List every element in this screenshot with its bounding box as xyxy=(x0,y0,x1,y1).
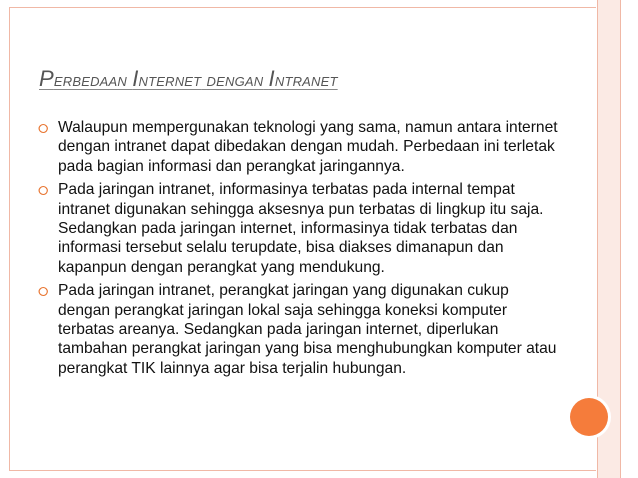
bullet-text: Pada jaringan intranet, informasinya terbatas pada internal tempat intranet digunakan sehingga aksesnya pun terbatas di lingkup itu saja. Sedangkan pada jaringan internet, informasinya tidak terbatas dan informasi tersebut selalu terupdate, bisa diakses dimanapun dan kapanpun dengan perangkat yang mendukung. xyxy=(58,181,544,276)
hollow-circle-icon: ⭘ xyxy=(38,284,49,300)
title-word: erbedaan xyxy=(53,70,127,90)
bullet-text: Walaupun mempergunakan teknologi yang sama, namun antara internet dengan intranet dapat dibedakan dengan mudah. Perbedaan ini terletak pada bagian informasi dan perangkat jaringannya. xyxy=(58,119,558,175)
title-initial: P xyxy=(39,66,54,91)
hollow-circle-icon: ⭘ xyxy=(38,121,49,136)
frame-left-line xyxy=(9,7,10,471)
bullet-item xyxy=(38,118,558,176)
frame-bottom-line xyxy=(9,470,596,471)
decorative-orange-circle xyxy=(570,398,608,436)
bullet-item xyxy=(38,180,558,277)
hollow-circle-icon: ⭘ xyxy=(38,183,49,199)
title-initial: I xyxy=(132,66,139,91)
bullet-text: Pada jaringan intranet, perangkat jaringan yang digunakan cukup dengan perangkat jaringan lokal saja sehingga koneksi komputer terbatas areanya. Sedangkan pada jaringan internet, diperlukan tambahan perangkat jaringan yang bisa menghubungkan komputer atau perangkat TIK lainnya agar bisa terjalin hubungan. xyxy=(58,282,557,377)
bullet-item xyxy=(38,281,558,378)
frame-top-line xyxy=(9,7,596,8)
title-word: ntranet xyxy=(274,70,338,90)
title-initial: I xyxy=(268,66,275,91)
title-word: nternet xyxy=(138,70,202,90)
slide-title xyxy=(39,66,338,92)
bullet-list xyxy=(38,118,558,382)
title-word: dengan xyxy=(206,70,264,90)
